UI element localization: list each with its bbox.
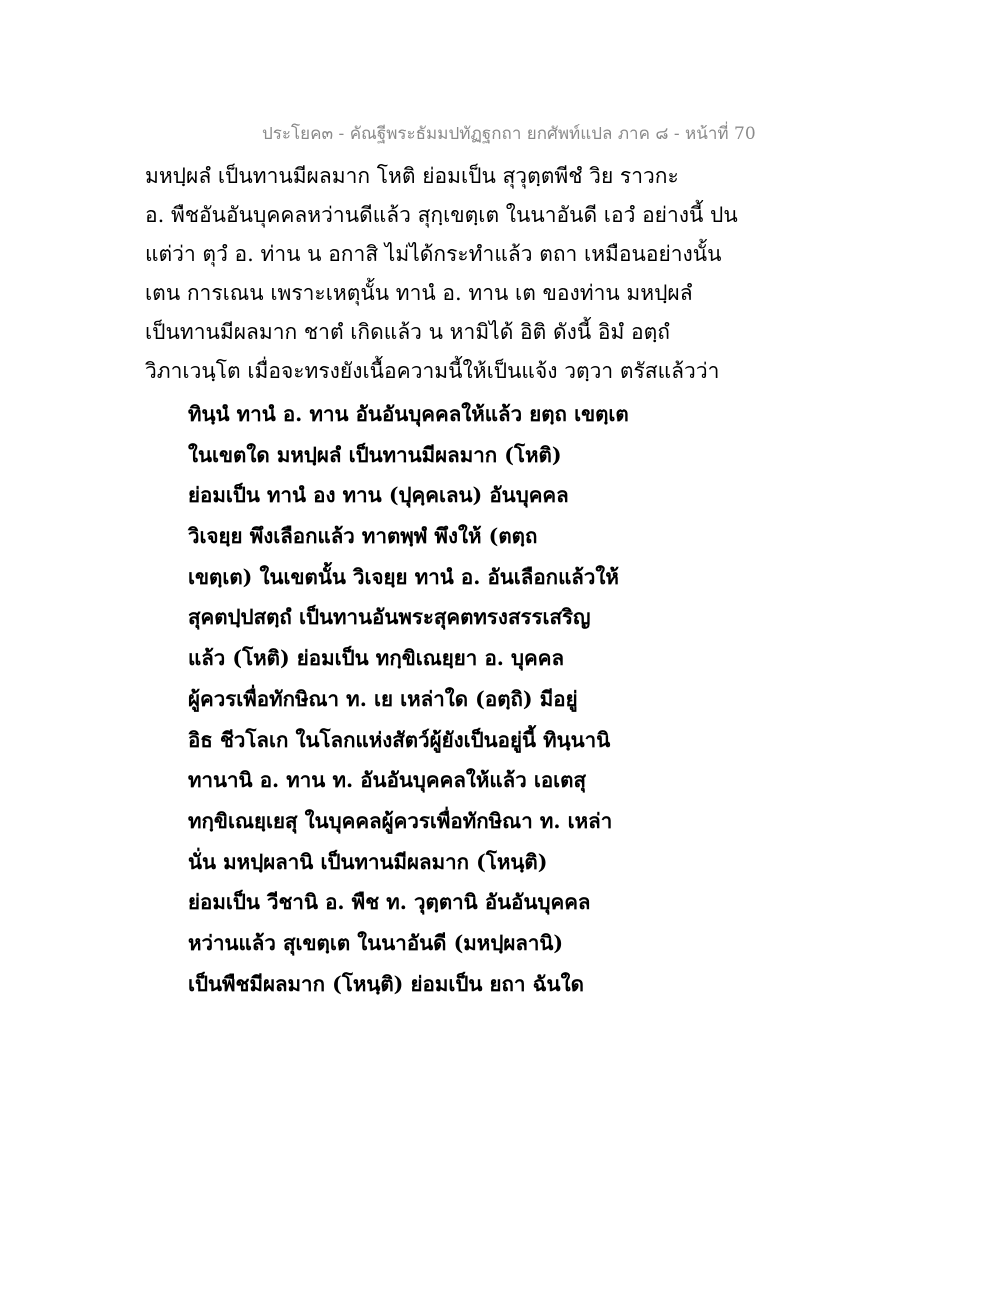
prose-line: อ. พืชอันอันบุคคลหว่านดีแล้ว สุกฺเขตฺเต ในนาอันดี เอวํ อย่างนี้ ปน [145,203,738,227]
verse-line: เป็นพืชมีผลมาก (โหนฺติ) ย่อมเป็น ยถา ฉันใด [188,971,584,996]
running-header-text: ประโยค๓ - คัณฐีพระธัมมปทัฏฐกถา ยกศัพท์แปล ภาค ๘ - หน้าที่ 70 [262,124,756,144]
prose-line: มหปฺผลํ เป็นทานมีผลมาก โหติ ย่อมเป็น สุวุตฺตพีชํ วิย ราวกะ [145,164,679,188]
verse-line: ผู้ควรเพื่อทักษิณา ท. เย เหล่าใด (อตฺถิ) มีอยู่ [188,686,578,711]
prose-line: แต่ว่า ตุวํ อ. ท่าน น อกาสิ ไม่ได้กระทำแล้ว ตถา เหมือนอย่างนั้น [145,242,722,266]
prose-line: เป็นทานมีผลมาก ชาตํ เกิดแล้ว น หามิได้ อิติ ดังนี้ อิมํ อตฺถํ [145,320,670,344]
verse-line: หว่านแล้ว สุเขตฺเต ในนาอันดี (มหปฺผลานิ) [188,930,564,955]
verse-line: แล้ว (โหติ) ย่อมเป็น ทกฺขิเณยฺยา อ. บุคคล [188,646,565,671]
verse-line: สุคตปฺปสตฺถํ เป็นทานอันพระสุคตทรงสรรเสริญ [188,605,591,630]
verse-line: ทกฺขิเณยฺเยสุ ในบุคคลผู้ควรเพื่อทักษิณา ท. เหล่า [188,808,613,833]
verse-block [188,394,748,1004]
verse-line: ทานานิ อ. ทาน ท. อันอันบุคคลให้แล้ว เอเตสุ [188,768,586,793]
verse-line: นั่น มหปฺผลานิ เป็นทานมีผลมาก (โหนฺติ) [188,849,548,874]
verse-line: วิเจยฺย พึงเลือกแล้ว ทาตพฺพํ พึงให้ (ตตฺถ [188,524,538,549]
verse-line: ย่อมเป็น วีชานิ อ. พืช ท. วุตฺตานิ อันอันบุคคล [188,890,591,915]
prose-paragraph [145,157,745,391]
verse-line: ทินฺนํ ทานํ อ. ทาน อันอันบุคคลให้แล้ว ยตฺถ เขตฺเต [188,402,629,426]
verse-line: ย่อมเป็น ทานํ อง ทาน (ปุคฺคเลน) อันบุคคล [188,483,569,508]
verse-line: ในเขตใด มหปฺผลํ เป็นทานมีผลมาก (โหติ) [188,442,562,467]
prose-line: เตน การเณน เพราะเหตุนั้น ทานํ อ. ทาน เต ของท่าน มหปฺผลํ [145,281,693,305]
verse-line: เขตฺเต) ในเขตนั้น วิเจยฺย ทานํ อ. อันเลือกแล้วให้ [188,564,619,589]
prose-line: วิภาเวนฺโต เมื่อจะทรงยังเนื้อความนี้ให้เป็นแจ้ง วตฺวา ตรัสแล้วว่า [145,359,720,383]
verse-line: อิธ ชีวโลเก ในโลกแห่งสัตว์ผู้ยังเป็นอยู่นี้ ทินฺนานิ [188,727,611,752]
